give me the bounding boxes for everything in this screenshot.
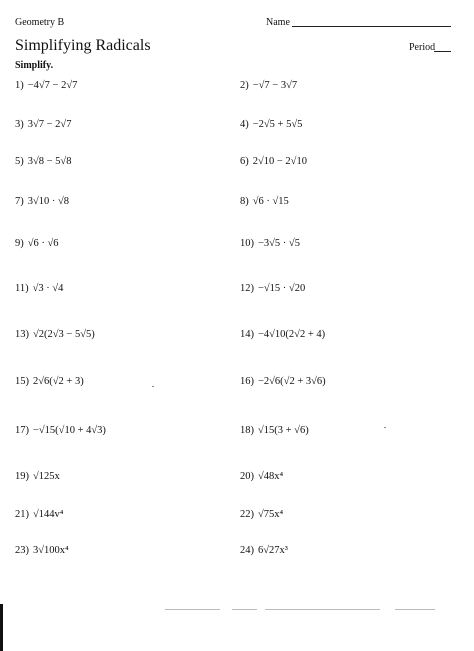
course-label: Geometry B	[15, 17, 65, 28]
problem-number: 7)	[15, 196, 24, 207]
problem-number: 4)	[240, 119, 249, 130]
problem-expression: 3√7 − 2√7	[27, 119, 72, 130]
problem-number: 9)	[15, 238, 24, 249]
problem-number: 10)	[240, 238, 254, 249]
problem-number: 6)	[240, 156, 249, 167]
problem-4	[240, 119, 302, 130]
problem-expression: 3√100x⁴	[33, 545, 69, 556]
problem-expression: −√7 − 3√7	[252, 80, 298, 91]
problem-expression: √3 · √4	[32, 283, 64, 294]
instruction-text: Simplify.	[15, 60, 54, 71]
problem-1	[15, 80, 77, 91]
problem-22	[240, 509, 283, 520]
problem-expression: −2√6(√2 + 3√6)	[258, 376, 326, 387]
problem-number: 3)	[15, 119, 24, 130]
problem-expression: −4√10(2√2 + 4)	[258, 329, 326, 340]
problem-number: 20)	[240, 471, 254, 482]
scan-line-artifact	[395, 609, 435, 610]
problem-number: 5)	[15, 156, 24, 167]
problem-expression: −√15 · √20	[258, 283, 306, 294]
problem-7	[15, 196, 69, 207]
problem-15	[15, 376, 84, 387]
problem-9	[15, 238, 59, 249]
problem-18	[240, 425, 309, 436]
problem-number: 19)	[15, 471, 29, 482]
problem-number: 11)	[15, 283, 29, 294]
scan-speck	[152, 386, 154, 387]
problem-number: 8)	[240, 196, 249, 207]
problem-expression: √2(2√3 − 5√5)	[33, 329, 95, 340]
problem-21	[15, 509, 63, 520]
problem-number: 2)	[240, 80, 249, 91]
problem-number: 24)	[240, 545, 254, 556]
problem-number: 18)	[240, 425, 254, 436]
problem-expression: 2√6(√2 + 3)	[33, 376, 84, 387]
problem-expression: −2√5 + 5√5	[252, 119, 303, 130]
problem-14	[240, 329, 325, 340]
problem-number: 12)	[240, 283, 254, 294]
problem-6	[240, 156, 307, 167]
problem-expression: √125x	[33, 471, 60, 482]
problem-24	[240, 545, 288, 556]
problem-19	[15, 471, 60, 482]
problem-16	[240, 376, 326, 387]
problem-10	[240, 238, 300, 249]
problem-number: 21)	[15, 509, 29, 520]
problem-expression: 3√10 · √8	[27, 196, 70, 207]
problem-13	[15, 329, 95, 340]
period-label: Period	[409, 42, 436, 53]
problem-3	[15, 119, 71, 130]
problem-expression: −4√7 − 2√7	[27, 80, 78, 91]
problem-20	[240, 471, 283, 482]
problem-expression: √48x⁴	[258, 471, 284, 482]
problem-number: 17)	[15, 425, 29, 436]
scan-speck	[384, 427, 386, 428]
scan-edge-shadow	[0, 604, 3, 651]
problem-8	[240, 196, 289, 207]
name-blank-line	[292, 26, 451, 27]
problem-17	[15, 425, 106, 436]
problem-expression: 6√27x³	[258, 545, 288, 556]
page-title: Simplifying Radicals	[15, 37, 151, 54]
problem-number: 16)	[240, 376, 254, 387]
problem-expression: −√15(√10 + 4√3)	[33, 425, 106, 436]
name-label: Name	[266, 17, 290, 28]
scan-line-artifact	[232, 609, 257, 610]
problem-number: 13)	[15, 329, 29, 340]
problem-number: 15)	[15, 376, 29, 387]
scan-line-artifact	[165, 609, 220, 610]
problem-number: 23)	[15, 545, 29, 556]
problem-number: 22)	[240, 509, 254, 520]
period-blank-line	[434, 51, 451, 52]
problem-expression: 2√10 − 2√10	[252, 156, 307, 167]
problem-expression: √75x⁴	[258, 509, 284, 520]
problem-number: 1)	[15, 80, 24, 91]
problem-expression: √15(3 + √6)	[258, 425, 309, 436]
problem-expression: −3√5 · √5	[258, 238, 300, 249]
problem-23	[15, 545, 69, 556]
problem-expression: 3√8 − 5√8	[27, 156, 72, 167]
problem-expression: √6 · √6	[27, 238, 59, 249]
problem-12	[240, 283, 305, 294]
problem-2	[240, 80, 297, 91]
scan-line-artifact	[265, 609, 380, 610]
problem-expression: √6 · √15	[252, 196, 289, 207]
problem-11	[15, 283, 63, 294]
problem-5	[15, 156, 71, 167]
problem-expression: √144v⁴	[33, 509, 64, 520]
problem-number: 14)	[240, 329, 254, 340]
